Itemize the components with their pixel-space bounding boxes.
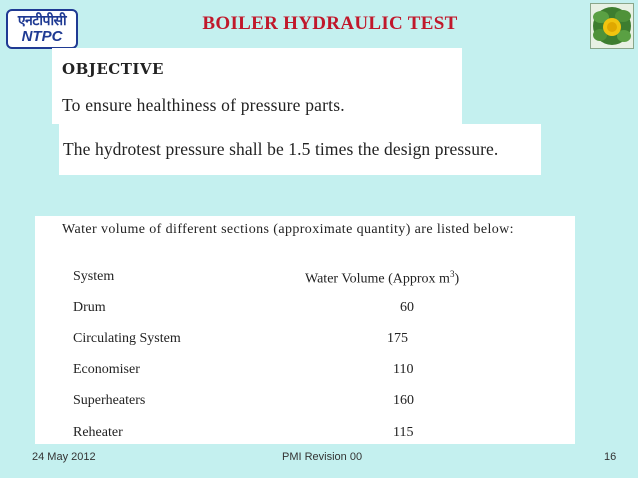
row-volume: 175	[387, 331, 408, 346]
col-volume-label: Water Volume (Approx m	[305, 271, 450, 287]
row-system: Economiser	[73, 362, 140, 377]
footer-revision: PMI Revision 00	[282, 451, 363, 463]
objective-text: To ensure healthiness of pressure parts.	[62, 95, 345, 115]
water-volume-intro: Water volume of different sections (approximate quantity) are listed below:	[62, 222, 514, 237]
table-row	[73, 393, 543, 413]
col-volume-unit-sup: 3	[449, 269, 455, 279]
row-volume: 60	[400, 300, 414, 315]
emblem-logo	[590, 3, 634, 49]
footer-page-number: 16	[604, 451, 617, 463]
table-row	[73, 425, 543, 445]
table-row	[73, 300, 543, 320]
table-row	[73, 362, 543, 382]
col-system-header: System	[73, 269, 115, 284]
col-volume-close: )	[454, 271, 460, 287]
row-system: Superheaters	[73, 393, 146, 408]
logo-hindi-text: एनटीपीसी	[17, 13, 67, 29]
ntpc-logo	[6, 9, 78, 49]
row-volume: 160	[393, 393, 414, 408]
objective-heading: OBJECTIVE	[62, 60, 164, 78]
slide-title: BOILER HYDRAULIC TEST	[202, 13, 458, 34]
row-system: Circulating System	[73, 331, 181, 346]
objective-panel	[52, 48, 462, 124]
row-volume: 115	[393, 425, 414, 440]
pressure-panel	[59, 124, 541, 175]
row-system: Drum	[73, 300, 106, 315]
row-volume: 110	[393, 362, 414, 377]
pressure-text: The hydrotest pressure shall be 1.5 times the design pressure.	[63, 139, 499, 159]
water-volume-panel	[35, 216, 575, 444]
col-volume-header	[305, 269, 459, 288]
table-row	[73, 331, 543, 351]
leaf-emblem-icon	[591, 4, 633, 48]
logo-latin-text: NTPC	[21, 28, 63, 45]
row-system: Reheater	[73, 425, 123, 440]
footer-date: 24 May 2012	[32, 451, 96, 463]
